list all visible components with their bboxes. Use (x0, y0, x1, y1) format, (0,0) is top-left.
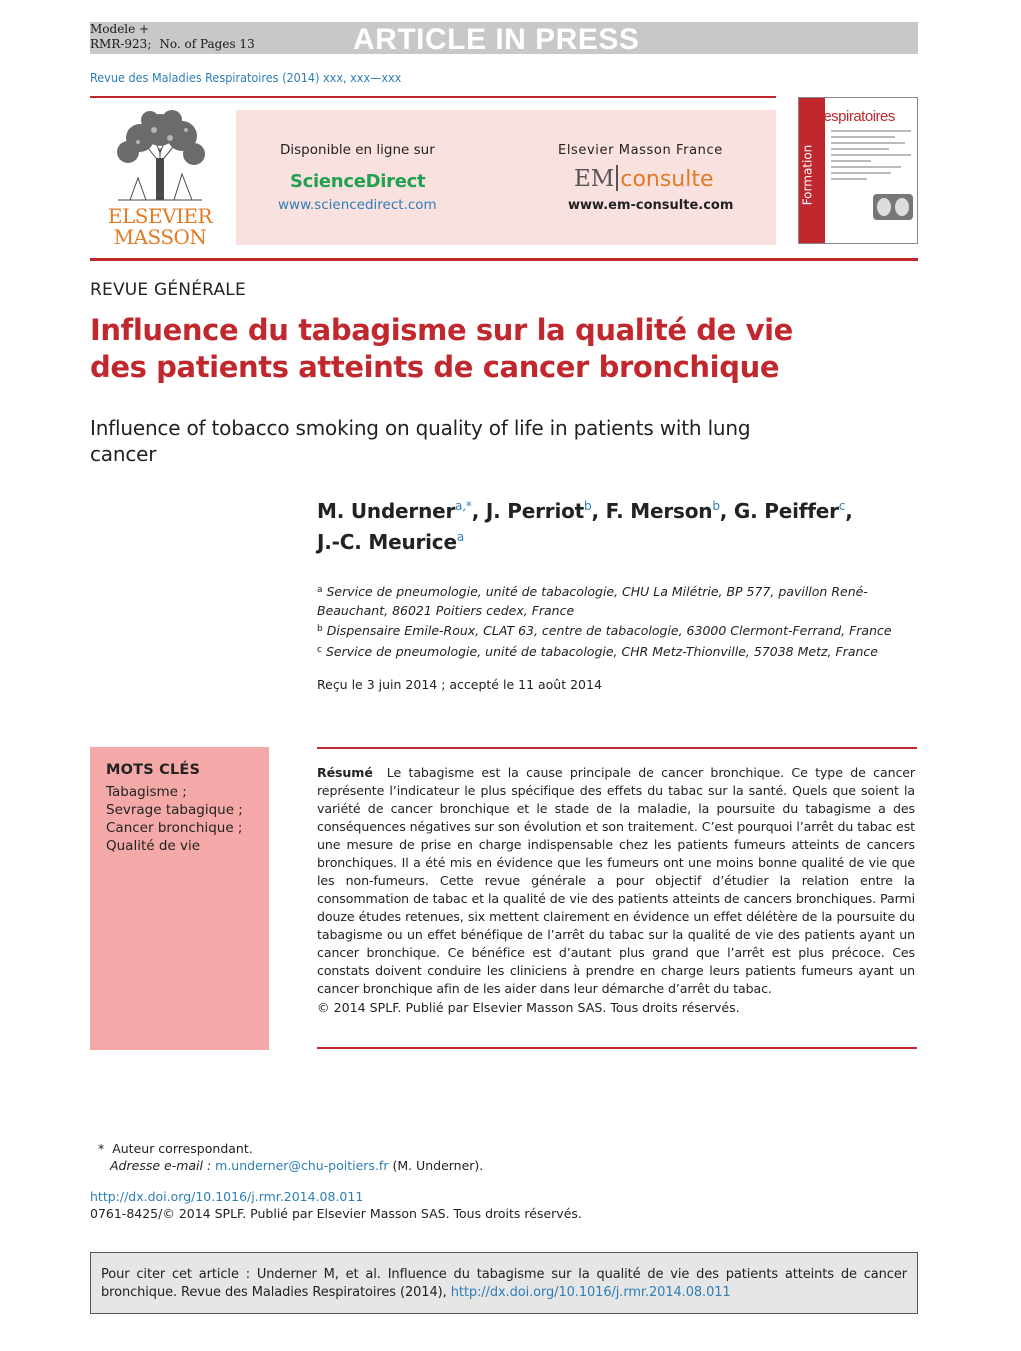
citation-doi-link[interactable]: http://dx.doi.org/10.1016/j.rmr.2014.08.011 (450, 1285, 731, 1300)
affiliation-item: $^b$ Dispensaire Emile-Roux, CLAT 63, centre de tabacologie, 63000 Clermont-Ferrand, France (317, 623, 892, 638)
keyword-item: Tabagisme ; (106, 784, 187, 800)
masson-wordmark: MASSON (113, 225, 207, 249)
author-name: M. Underner (317, 499, 456, 523)
cover-title: Respiratoires (813, 108, 895, 125)
email-link[interactable]: m.underner@chu-poitiers.fr (215, 1158, 389, 1173)
affiliation-item: $^c$ Service de pneumologie, unité de tabacologie, CHR Metz-Thionville, 57038 Metz, France (317, 643, 878, 659)
affiliation-item: $^a$ Service de pneumologie, unité de tabacologie, CHU La Milétrie, BP 577, pavillon René-Beauchant, 86021 Poitiers cedex, France (317, 584, 868, 618)
article-title-en: Influence of tobacco smoking on quality of life in patients with lung cancer (90, 416, 751, 466)
keywords-box (90, 747, 269, 1050)
abstract-copyright: © 2014 SPLF. Publié par Elsevier Masson SAS. Tous droits réservés. (317, 1000, 740, 1015)
email-label: Adresse e-mail : (110, 1158, 212, 1173)
author-affiliation-ref[interactable]: c (838, 499, 846, 513)
ref-number: RMR-923; (90, 37, 152, 51)
divider (90, 258, 918, 261)
author-name: G. Peiffer (733, 499, 839, 523)
section-label: REVUE GÉNÉRALE (90, 280, 246, 300)
cover-side-band: Formation (799, 98, 825, 243)
em-consulte-logo[interactable]: EM consulte (574, 166, 714, 192)
available-online-label: Disponible en ligne sur (280, 142, 435, 158)
author-affiliation-ref[interactable]: b (584, 499, 592, 513)
modele-label: Modele + (90, 22, 150, 36)
elsevier-wordmark: ELSEVIER (107, 204, 213, 228)
journal-cover[interactable] (798, 97, 918, 244)
author-name: F. Merson (605, 499, 713, 523)
citation-text: Pour citer cet article : Underner M, et al. Influence du tabagisme sur la qualité de vie des patients atteints de cancer bronchique. Revue des Maladies Respiratoires (2014), (101, 1267, 907, 1300)
corresponding-label: Auteur correspondant. (112, 1141, 253, 1156)
em-consulte-link[interactable]: www.em-consulte.com (568, 198, 734, 213)
article-metadata (90, 22, 255, 52)
author-name: J. Perriot (485, 499, 585, 523)
issn-copyright: 0761-8425/© 2014 SPLF. Publié par Elsevier Masson SAS. Tous droits réservés. (90, 1206, 582, 1221)
keyword-item: Sevrage tabagique ; (106, 802, 243, 818)
keywords-title: MOTS CLÉS (106, 762, 201, 778)
availability-box (236, 110, 776, 245)
received-dates: Reçu le 3 juin 2014 ; accepté le 11 août 2014 (317, 677, 602, 692)
abstract-text: Le tabagisme est la cause principale de cancer bronchique. Ce type de cancer représente l’indicateur le plus spécifique des effets du tabac sur la santé. Quels que soient la variété de cancer bronchique et le stade de la maladie, la poursuite du tabagisme a des conséquences négatives sur son évolution et son traitement. C’est pourquoi l’arrêt du tabac est une mesure de prise en charge indispensable chez les patients fumeurs atteints de cancers bronchiques. Il a été mis en évidence que les fumeurs ont une moins bonne qualité de vie que les non-fumeurs. Cette revue générale a pour objectif d’étudier la relation entre la consommation de tabac et la qualité de vie des patients atteints de cancers bronchiques. Parmi douze études retenues, six mettent clairement en évidence un effet délétère de la poursuite du tabagisme ou un effet bénéfique de l’arrêt du tabac sur la qualité de vie des patients ayant un cancer bronchique. Ce bénéfice est d’autant plus grand que l’arrêt est plus précoce. Ces constats doivent conduire les cliniciens à prendre en charge leurs patients fumeurs ayant un cancer bronchique afin de les aider dans leur démarche d’arrêt du tabac. (317, 765, 915, 996)
author-list: M. Underner$^{a,*}$, J. Perriot$^b$, F. Merson$^b$, G. Peiffer$^c$, J.-C. Meurice$^a$ (317, 499, 853, 554)
author-affiliation-ref[interactable]: a,* (455, 499, 472, 513)
divider (317, 1047, 917, 1049)
sciencedirect-link[interactable]: www.sciencedirect.com (278, 197, 437, 213)
sciencedirect-logo[interactable]: ScienceDirect (290, 171, 426, 192)
divider (317, 747, 917, 749)
doi-link[interactable]: http://dx.doi.org/10.1016/j.rmr.2014.08.011 (90, 1189, 364, 1204)
author-name: J.-C. Meurice (317, 530, 457, 554)
divider (90, 96, 776, 98)
author-affiliation-ref[interactable]: b (712, 499, 720, 513)
lung-image-icon (873, 194, 913, 220)
elsevier-logo[interactable] (102, 108, 218, 248)
cover-text-lines (831, 130, 913, 184)
keyword-item: Qualité de vie (106, 838, 201, 854)
article-title-fr: Influence du tabagisme sur la qualité de vie des patients atteints de cancer bronchique (90, 313, 793, 384)
journal-citation[interactable]: Revue des Maladies Respiratoires (2014) xxx, xxx—xxx (90, 70, 402, 85)
page-count: No. of Pages 13 (159, 37, 255, 51)
keyword-item: Cancer bronchique ; (106, 820, 243, 836)
author-affiliation-ref[interactable]: a (456, 530, 464, 544)
em-publisher-label: Elsevier Masson France (558, 143, 723, 158)
abstract-label: Résumé (317, 765, 373, 780)
article-in-press-title: ARTICLE IN PRESS (353, 23, 640, 56)
abstract (317, 764, 915, 998)
corresponding-footnote: * Auteur correspondant. Adresse e-mail : m.underner@chu-poitiers.fr (M. Underner). (98, 1141, 484, 1173)
elsevier-tree-icon (110, 108, 210, 204)
citation-box (90, 1252, 918, 1314)
keywords-list (106, 783, 243, 855)
affiliations (317, 581, 917, 661)
